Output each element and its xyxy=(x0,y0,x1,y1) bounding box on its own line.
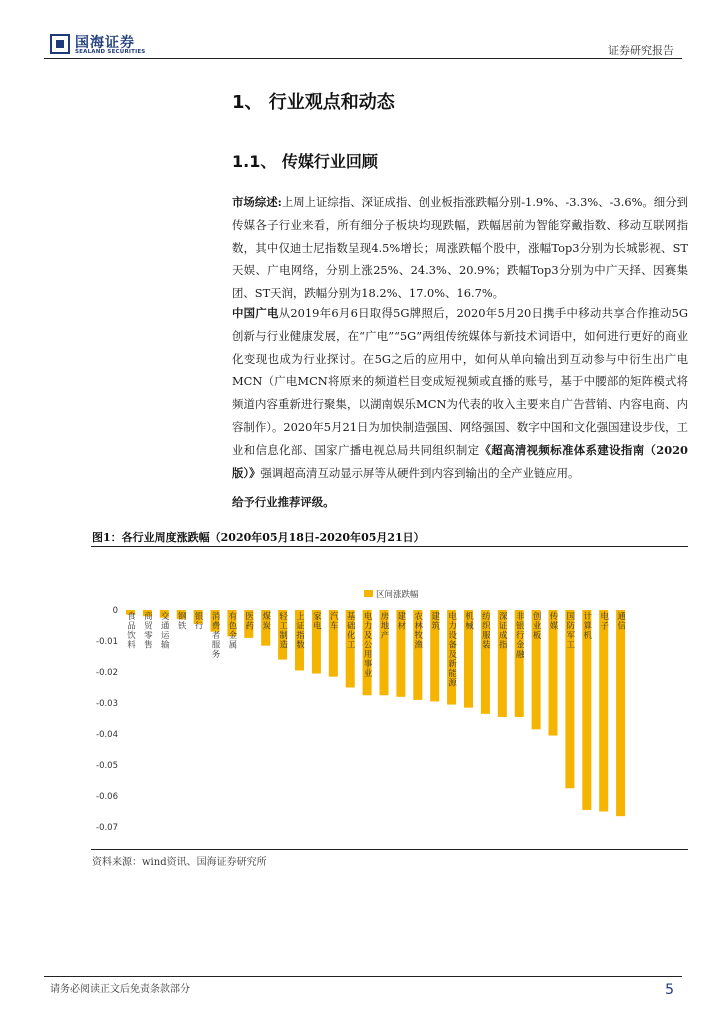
y-tick-label: -0.07 xyxy=(96,823,118,833)
footer-divider xyxy=(44,976,682,977)
category-label: 纺织服装 xyxy=(482,612,491,651)
category-label: 银行 xyxy=(194,612,204,632)
category-label: 钢铁 xyxy=(177,612,187,632)
y-axis xyxy=(96,606,118,833)
industry-weekly-change-chart xyxy=(91,548,688,848)
legend-label: 区间涨跌幅 xyxy=(376,590,419,600)
report-type: 证券研究报告 xyxy=(608,44,674,57)
bar xyxy=(599,610,608,812)
category-label: 电子 xyxy=(600,612,609,632)
bar xyxy=(616,610,625,816)
cbn-lead: 中国广电 xyxy=(232,306,279,320)
category-label: 非银行金融 xyxy=(515,612,525,660)
header-divider xyxy=(44,58,682,59)
y-tick-label: -0.01 xyxy=(96,637,118,647)
figure-bottom-rule xyxy=(91,849,688,850)
cbn-paragraph xyxy=(232,302,688,484)
category-label: 消费者服务 xyxy=(211,612,221,660)
category-label: 房地产 xyxy=(380,612,390,641)
legend-swatch xyxy=(364,590,373,597)
section-heading: 1、 行业观点和动态 xyxy=(232,92,395,113)
company-logo xyxy=(50,33,150,57)
category-label: 电力及公用事业 xyxy=(363,612,373,679)
logo-icon xyxy=(50,34,70,54)
y-tick-label: -0.04 xyxy=(96,730,118,740)
figure-title: 图1：各行业周度涨跌幅（2020年05月18日-2020年05月21日） xyxy=(92,531,425,544)
market-summary-lead: 市场综述: xyxy=(232,195,282,209)
category-label: 建材 xyxy=(397,612,407,632)
category-label: 深证成指 xyxy=(499,612,508,651)
category-label: 交通运输 xyxy=(161,612,170,651)
cbn-tail: 强调超高清互动显示屏等从硬件到内容到输出的全产业链应用。 xyxy=(260,465,580,480)
category-label: 有色金属 xyxy=(228,612,238,651)
figure-top-rule xyxy=(91,546,688,547)
category-label: 建筑 xyxy=(431,612,440,632)
cbn-text: 从2019年6月6日取得5G牌照后，2020年5月20日携手中移动共享合作推动5G创新与行业健康发展，在“广电”“5G”两组传统媒体与新技术词语中，如何进行更好的商业化变现也成为行业探讨。在5G之后的应用中，如何从单向输出到互动参与中衍生出广电MCN（广电MCN将原来的频道栏目变成短视频或直播的账号，基于中腰部的矩阵模式将频道内容重新进行聚集，以湖南娱乐MCN为代表的收入主要来自广告营销、内容电商、内容制作）。2020年5月21日为加快制造强国、网络强国、数字中国和文化强国建设步伐，工业和信息化部、国家广播电视总局共同组织制定 xyxy=(232,306,688,457)
chart-legend xyxy=(364,589,419,600)
category-label: 农林牧渔 xyxy=(414,612,424,651)
category-label: 医药 xyxy=(245,612,255,632)
category-label: 国防军工 xyxy=(566,612,576,651)
logo-cn-text: 国海证券 xyxy=(75,35,135,51)
cbn-guide-title: 《超高清视频标准体系建设指南（2020版）》 xyxy=(232,442,688,480)
category-label: 传媒 xyxy=(549,612,559,632)
page-number: 5 xyxy=(665,982,674,998)
bar-series xyxy=(126,610,625,816)
category-label: 上证指数 xyxy=(296,612,305,651)
y-tick-label: -0.02 xyxy=(96,668,118,678)
market-summary-text: 上周上证综指、深证成指、创业板指涨跌幅分别-1.9%、-3.3%、-3.6%。细分到传媒各子行业来看，所有细分子板块均现跌幅，跌幅居前为智能穿戴指数、移动互联网指数，其中仅迪士尼指数呈现4.5%增长；周涨跌幅个股中，涨幅Top3分别为长城影视、ST天娱、广电网络，分别上涨25%、24.3%、20.9%；跌幅Top3分别为中广天择、因赛集团、ST天润，跌幅分别为18.2%、17.0%、16.7%。 xyxy=(232,195,688,301)
y-tick-label: -0.05 xyxy=(96,761,118,771)
category-label: 创业板 xyxy=(532,612,542,641)
figure-source: 资料来源：wind资讯、国海证券研究所 xyxy=(92,857,267,868)
logo-en-text: SEALAND SECURITIES xyxy=(75,49,146,55)
category-label: 计算机 xyxy=(583,612,593,641)
rating-paragraph: 给予行业推荐评级。 xyxy=(232,495,335,509)
category-label: 机械 xyxy=(465,612,474,632)
category-label: 商贸零售 xyxy=(144,612,153,651)
category-label: 通信 xyxy=(617,612,626,632)
category-label: 家电 xyxy=(313,612,322,632)
category-label: 轻工制造 xyxy=(279,612,288,651)
disclaimer-note: 请务必阅读正文后免责条款部分 xyxy=(50,984,190,995)
market-summary-paragraph xyxy=(232,191,688,305)
category-label: 煤炭 xyxy=(262,612,271,632)
y-tick-label: 0 xyxy=(112,606,118,616)
subsection-heading: 1.1、 传媒行业回顾 xyxy=(232,152,378,171)
y-tick-label: -0.06 xyxy=(96,792,118,802)
category-label: 电力设备及新能源 xyxy=(448,612,457,689)
category-label: 食品饮料 xyxy=(127,612,136,651)
y-tick-label: -0.03 xyxy=(96,699,118,709)
category-label: 汽车 xyxy=(330,612,339,632)
category-label: 基础化工 xyxy=(346,612,356,651)
